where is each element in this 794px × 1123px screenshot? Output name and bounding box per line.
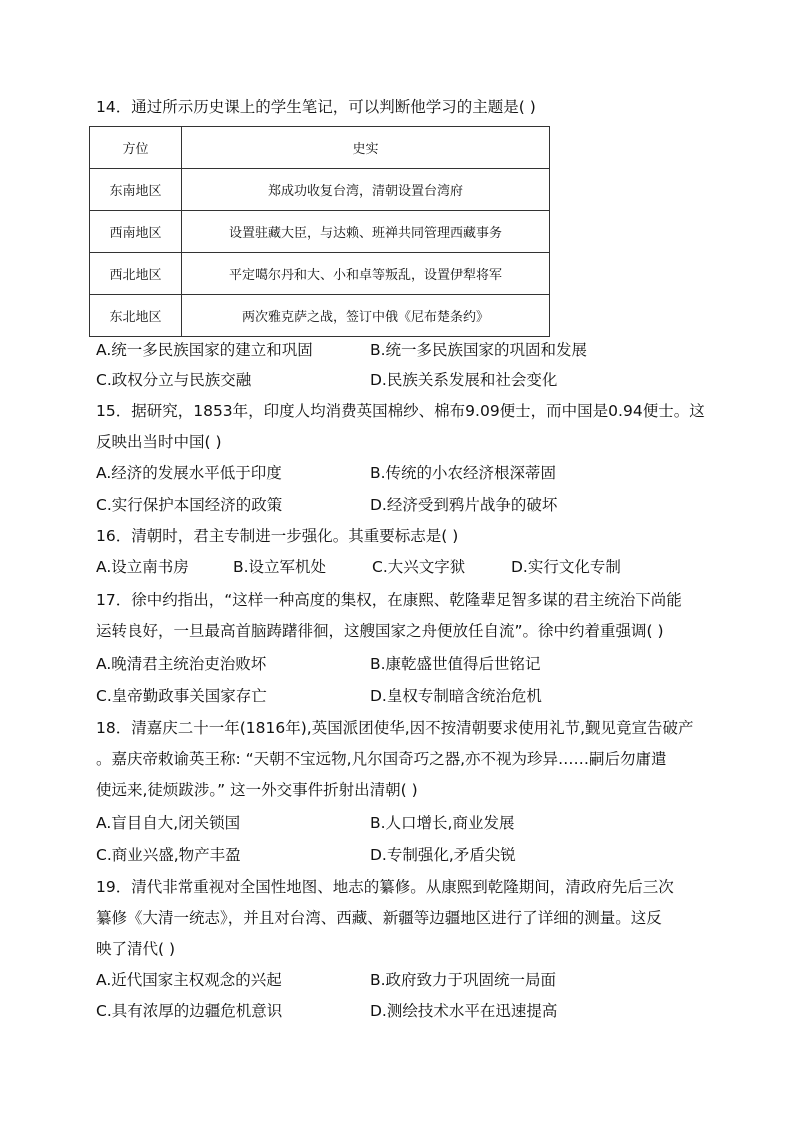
q16-option-d: D.实行文化专制 [511,558,621,576]
q16-option-c: C.大兴文字狱 [372,558,466,576]
q19-stem-line-3: 映了清代( ) [96,940,176,958]
q19-option-a: A.近代国家主权观念的兴起 [96,971,282,989]
table-row [90,295,550,337]
q16-option-a: A.设立南书房 [96,558,189,576]
q18-stem-line-2: 。嘉庆帝敕谕英王称: “天朝不宝远物,凡尔国奇巧之器,亦不视为珍异……嗣后勿庸遣 [96,750,667,768]
table-row [90,253,550,295]
table-cell-fact: 平定噶尔丹和大、小和卓等叛乱，设置伊犁将军 [182,253,550,295]
q15-option-d: D.经济受到鸦片战争的破坏 [370,496,558,514]
q18-option-b: B.人口增长,商业发展 [370,814,515,832]
q14-stem: 14．通过所示历史课上的学生笔记，可以判断他学习的主题是( ) [96,98,536,116]
q19-option-c: C.具有浓厚的边疆危机意识 [96,1002,283,1020]
q19-option-b: B.政府致力于巩固统一局面 [370,971,557,989]
table-cell-fact: 设置驻藏大臣，与达赖、班禅共同管理西藏事务 [182,211,550,253]
q19-option-d: D.测绘技术水平在迅速提高 [370,1002,558,1020]
q16-stem: 16．清朝时，君主专制进一步强化。其重要标志是( ) [96,527,459,545]
q16-option-b: B.设立军机处 [233,558,327,576]
q15-option-c: C.实行保护本国经济的政策 [96,496,283,514]
q15-option-a: A.经济的发展水平低于印度 [96,464,282,482]
table-cell-fact: 郑成功收复台湾，清朝设置台湾府 [182,169,550,211]
table-cell-region: 西南地区 [90,211,182,253]
table-header-direction: 方位 [90,127,182,169]
table-row [90,211,550,253]
study-notes-table [89,126,550,337]
q18-stem-line-3: 使远来,徒烦跋涉。” 这一外交事件折射出清朝( ) [96,781,418,799]
q15-stem-line-1: 15．据研究，1853年，印度人均消费英国棉纱、棉布9.09便士，而中国是0.94便士。这 [96,402,705,420]
q17-option-d: D.皇权专制暗含统治危机 [370,687,542,705]
q19-stem-line-2: 纂修《大清一统志》，并且对台湾、西藏、新疆等边疆地区进行了详细的测量。这反 [96,909,662,927]
q17-option-c: C.皇帝勤政事关国家存亡 [96,687,267,705]
q18-option-c: C.商业兴盛,物产丰盈 [96,846,241,864]
table-cell-region: 东南地区 [90,169,182,211]
table-header-facts: 史实 [182,127,550,169]
q15-stem-line-2: 反映出当时中国( ) [96,433,222,451]
q15-option-b: B.传统的小农经济根深蒂固 [370,464,557,482]
table-cell-region: 东北地区 [90,295,182,337]
q18-option-a: A.盲目自大,闭关锁国 [96,814,241,832]
table-header-row [90,127,550,169]
q18-option-d: D.专制强化,矛盾尖锐 [370,846,516,864]
q17-stem-line-1: 17．徐中约指出，“这样一种高度的集权，在康熙、乾隆辈足智多谋的君主统治下尚能 [96,591,682,609]
q14-option-b: B.统一多民族国家的巩固和发展 [370,341,588,359]
table-cell-fact: 两次雅克萨之战，签订中俄《尼布楚条约》 [182,295,550,337]
q17-option-a: A.晚清君主统治吏治败坏 [96,655,267,673]
q14-option-d: D.民族关系发展和社会变化 [370,371,558,389]
q19-stem-line-1: 19．清代非常重视对全国性地图、地志的纂修。从康熙到乾隆期间，清政府先后三次 [96,878,674,896]
table-cell-region: 西北地区 [90,253,182,295]
q17-stem-line-2: 运转良好，一旦最高首脑踌躇徘徊，这艘国家之舟便放任自流”。徐中约着重强调( ) [96,622,664,640]
q17-option-b: B.康乾盛世值得后世铭记 [370,655,541,673]
q14-option-c: C.政权分立与民族交融 [96,371,252,389]
table-row [90,169,550,211]
q18-stem-line-1: 18．清嘉庆二十一年(1816年),英国派团使华,因不按清朝要求使用礼节,觐见竟宣告破产 [96,719,694,737]
q14-option-a: A.统一多民族国家的建立和巩固 [96,341,313,359]
